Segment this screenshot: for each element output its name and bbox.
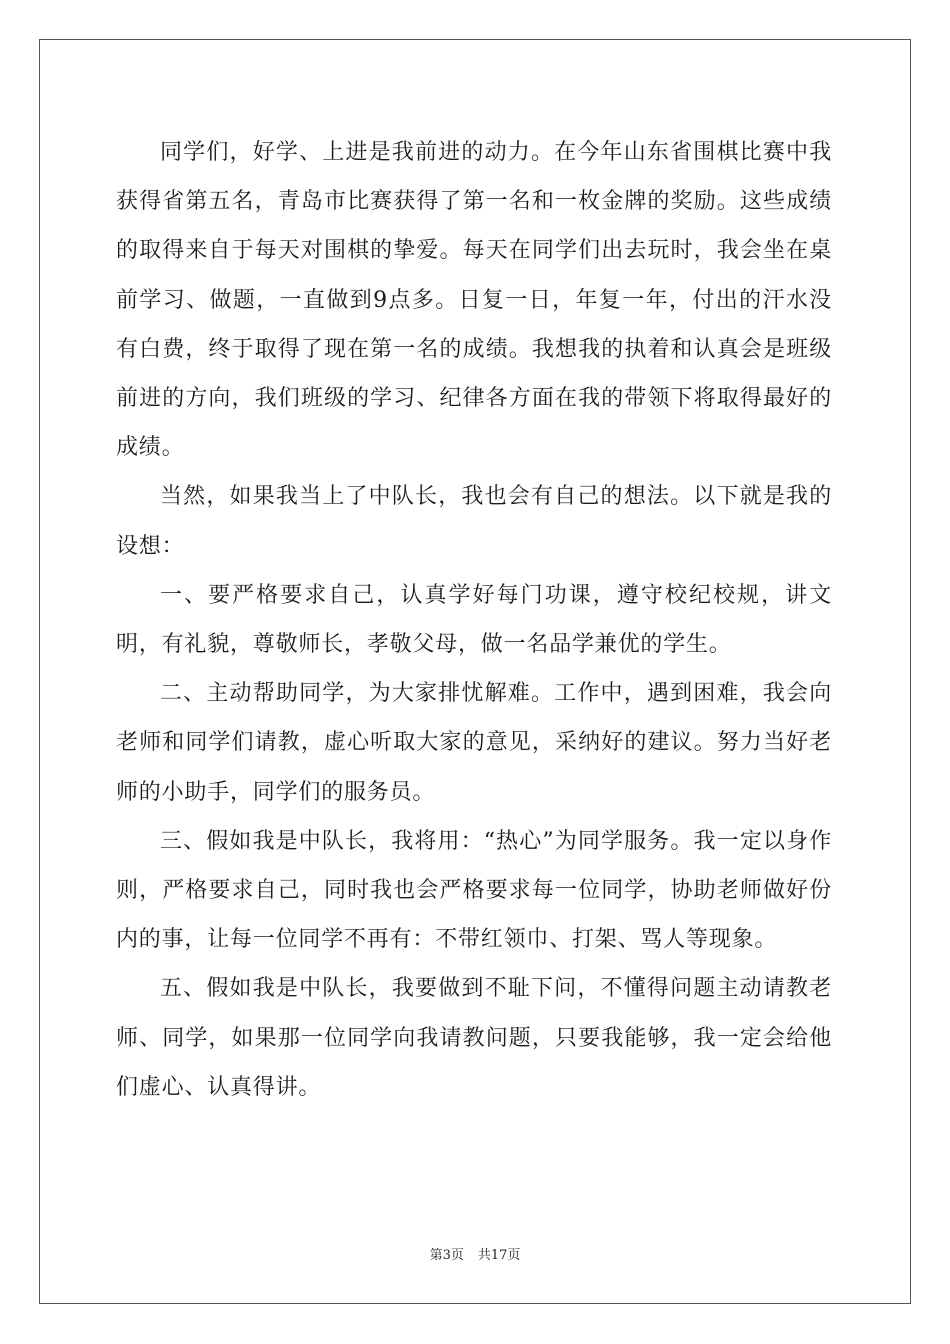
page-footer — [0, 1244, 950, 1263]
paragraph-3: 一、要严格要求自己，认真学好每门功课，遵守校纪校规，讲文明，有礼貌，尊敬师长，孝敬父母，做一名品学兼优的学生。 — [116, 582, 832, 658]
paragraph-5: 三、假如我是中队长，我将用：“热心”为同学服务。我一定以身作则，严格要求自己，同时我也会严格要求每一位同学，协助老师做好份内的事，让每一位同学不再有：不带红领巾、打架、骂人等现象。 — [116, 828, 832, 953]
paragraph-6: 五、假如我是中队长，我要做到不耻下问，不懂得问题主动请教老师、同学，如果那一位同学向我请教问题，只要我能够，我一定会给他们虚心、认真得讲。 — [116, 976, 832, 1100]
document-body — [116, 128, 832, 1112]
paragraph-1: 同学们，好学、上进是我前进的动力。在今年山东省围棋比赛中我获得省第五名，青岛市比赛获得了第一名和一枚金牌的奖励。这些成绩的取得来自于每天对围棋的挚爱。每天在同学们出去玩时，我会坐在桌前学习、做题，一直做到9点多。日复一日，年复一年，付出的汗水没有白费，终于取得了现在第一名的成绩。我想我的执着和认真会是班级前进的方向，我们班级的学习、纪律各方面在我的带领下将取得最好的成绩。 — [116, 140, 832, 461]
page-total: 共17页 — [477, 1248, 521, 1263]
paragraph-2: 当然，如果我当上了中队长，我也会有自己的想法。以下就是我的设想： — [116, 484, 832, 559]
page-number: 第3页 — [429, 1248, 464, 1263]
paragraph-4: 二、主动帮助同学，为大家排忧解难。工作中，遇到困难，我会向老师和同学们请教，虚心听取大家的意见，采纳好的建议。努力当好老师的小助手，同学们的服务员。 — [116, 681, 832, 805]
